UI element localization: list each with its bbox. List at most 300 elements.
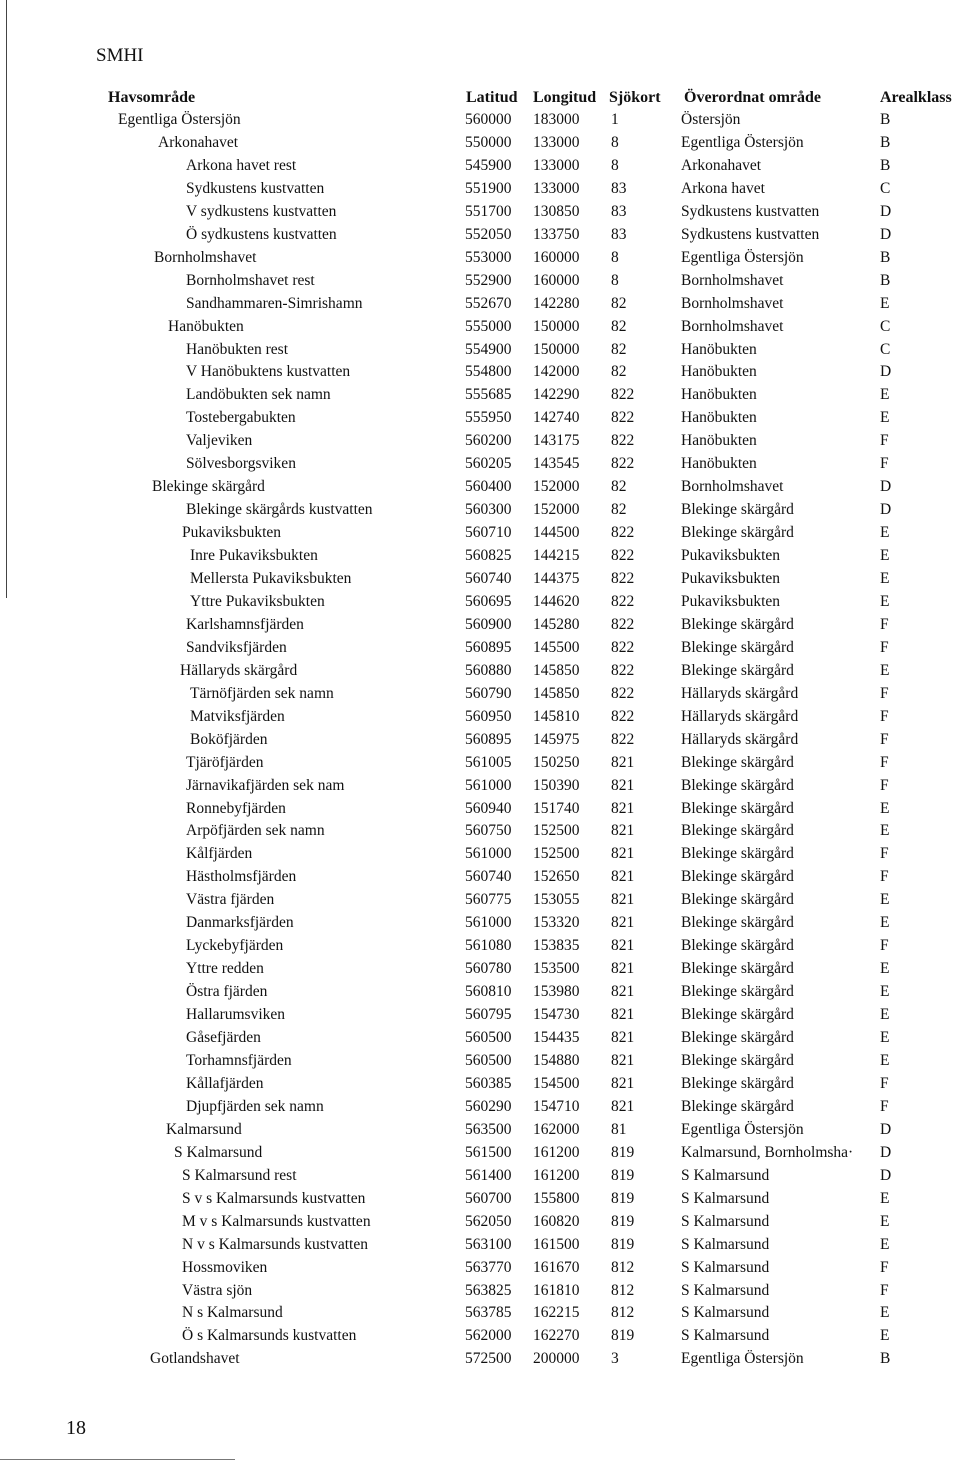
cell-parent-area: Sydkustens kustvatten — [681, 225, 820, 243]
column-header-parent-area: Överordnat område — [684, 89, 822, 106]
cell-chart-number: 82 — [611, 317, 627, 335]
cell-latitude: 563825 — [465, 1281, 512, 1299]
cell-latitude: 545900 — [465, 156, 512, 174]
cell-latitude: 562050 — [465, 1212, 512, 1230]
cell-chart-number: 822 — [611, 615, 635, 633]
cell-chart-number: 821 — [611, 937, 635, 955]
cell-area-class: E — [880, 983, 890, 1001]
cell-latitude: 560895 — [465, 638, 512, 656]
cell-latitude: 553000 — [465, 248, 512, 266]
cell-parent-area: Blekinge skärgård — [681, 661, 794, 679]
table-row — [0, 154, 960, 177]
cell-parent-area: Blekinge skärgård — [681, 1074, 794, 1092]
cell-longitude: 153320 — [533, 914, 580, 932]
cell-latitude: 560700 — [465, 1189, 512, 1207]
table-row — [0, 636, 960, 659]
cell-parent-area: Blekinge skärgård — [681, 1051, 794, 1069]
cell-latitude: 551700 — [465, 202, 512, 220]
table-row — [0, 1072, 960, 1095]
cell-latitude: 555685 — [465, 386, 512, 404]
cell-area-name: Torhamnsfjärden — [186, 1051, 292, 1069]
cell-longitude: 133000 — [533, 156, 580, 174]
table-row — [0, 177, 960, 200]
cell-area-name: S Kalmarsund rest — [182, 1166, 297, 1184]
cell-latitude: 562000 — [465, 1327, 512, 1345]
cell-area-class: B — [880, 271, 891, 289]
cell-area-name: Egentliga Östersjön — [118, 111, 241, 128]
cell-latitude: 560880 — [465, 661, 512, 679]
cell-area-name: Ö s Kalmarsunds kustvatten — [182, 1327, 357, 1345]
cell-area-class: E — [880, 570, 890, 587]
cell-parent-area: Bornholmshavet — [681, 271, 784, 289]
cell-area-class: F — [880, 707, 889, 725]
cell-parent-area: Pukaviksbukten — [681, 547, 781, 564]
cell-latitude: 560200 — [465, 432, 512, 450]
cell-longitude: 133750 — [533, 225, 580, 243]
cell-longitude: 162270 — [533, 1327, 580, 1345]
table-row — [0, 957, 960, 980]
cell-parent-area: Bornholmshavet — [681, 294, 784, 312]
cell-area-class: E — [880, 386, 890, 404]
cell-area-name: Sölvesborgsviken — [186, 455, 296, 473]
cell-chart-number: 819 — [611, 1189, 635, 1207]
cell-area-name: N s Kalmarsund — [182, 1304, 283, 1322]
cell-chart-number: 1 — [611, 111, 619, 128]
cell-latitude: 572500 — [465, 1350, 512, 1368]
cell-area-name: Bornholmshavet rest — [186, 271, 315, 289]
cell-area-class: D — [880, 1143, 892, 1161]
cell-latitude: 552050 — [465, 225, 512, 243]
cell-latitude: 552670 — [465, 294, 512, 312]
cell-area-class: E — [880, 960, 890, 978]
cell-latitude: 563770 — [465, 1258, 512, 1276]
cell-parent-area: Hanöbukten — [681, 386, 757, 404]
table-row — [0, 1049, 960, 1072]
cell-parent-area: Blekinge skärgård — [681, 799, 794, 817]
cell-latitude: 561005 — [465, 753, 512, 771]
table-row — [0, 1233, 960, 1256]
cell-latitude: 561000 — [465, 914, 512, 932]
table-row — [0, 108, 960, 131]
cell-latitude: 554900 — [465, 340, 512, 358]
cell-latitude: 563100 — [465, 1235, 512, 1253]
cell-area-name: Blekinge skärgård — [152, 478, 265, 496]
cell-area-class: E — [880, 1006, 890, 1023]
cell-area-name: Hanöbukten rest — [186, 340, 289, 358]
cell-area-class: E — [880, 891, 890, 909]
cell-chart-number: 812 — [611, 1281, 635, 1299]
cell-longitude: 150250 — [533, 753, 580, 771]
cell-area-name: Pukaviksbukten — [182, 524, 282, 542]
cell-latitude: 560780 — [465, 960, 512, 978]
cell-parent-area: Blekinge skärgård — [681, 638, 794, 656]
cell-latitude: 560300 — [465, 501, 512, 519]
table-row — [0, 544, 960, 567]
cell-parent-area: Blekinge skärgård — [681, 822, 794, 840]
cell-chart-number: 3 — [611, 1350, 619, 1368]
cell-chart-number: 812 — [611, 1304, 635, 1322]
cell-area-name: Tostebergabukten — [186, 409, 296, 427]
cell-area-class: F — [880, 937, 889, 955]
cell-chart-number: 8 — [611, 156, 619, 174]
cell-area-name: Karlshamnsfjärden — [186, 615, 304, 633]
cell-chart-number: 83 — [611, 225, 627, 243]
cell-chart-number: 819 — [611, 1212, 635, 1230]
cell-chart-number: 821 — [611, 891, 635, 909]
cell-latitude: 560895 — [465, 730, 512, 748]
cell-chart-number: 821 — [611, 1029, 635, 1046]
cell-area-name: Djupfjärden sek namn — [186, 1097, 324, 1115]
cell-area-class: D — [880, 225, 892, 243]
cell-area-class: D — [880, 363, 892, 381]
cell-latitude: 555950 — [465, 409, 512, 427]
cell-latitude: 560810 — [465, 983, 512, 1001]
cell-area-class: E — [880, 914, 890, 932]
cell-longitude: 153500 — [533, 960, 580, 978]
cell-parent-area: Blekinge skärgård — [681, 615, 794, 633]
cell-chart-number: 822 — [611, 593, 635, 610]
cell-area-name: Valjeviken — [186, 432, 253, 450]
column-header-area: Havsområde — [108, 89, 196, 106]
cell-area-class: B — [880, 133, 891, 151]
table-row — [0, 1164, 960, 1187]
cell-area-name: Matviksfjärden — [190, 707, 285, 725]
cell-parent-area: Blekinge skärgård — [681, 845, 794, 863]
cell-longitude: 144375 — [533, 570, 580, 587]
column-header-longitude: Longitud — [533, 89, 597, 106]
table-row — [0, 751, 960, 774]
cell-chart-number: 812 — [611, 1258, 635, 1276]
cell-area-class: E — [880, 1029, 890, 1046]
cell-area-name: Hallarumsviken — [186, 1006, 286, 1023]
cell-parent-area: S Kalmarsund — [681, 1212, 770, 1230]
table-row — [0, 1256, 960, 1279]
cell-area-class: C — [880, 317, 891, 335]
cell-area-class: D — [880, 202, 892, 220]
cell-chart-number: 821 — [611, 960, 635, 978]
cell-longitude: 153055 — [533, 891, 580, 909]
cell-longitude: 155800 — [533, 1189, 580, 1207]
cell-latitude: 561500 — [465, 1143, 512, 1161]
cell-parent-area: S Kalmarsund — [681, 1189, 770, 1207]
header-label: SMHI — [96, 45, 144, 66]
cell-area-name: N v s Kalmarsunds kustvatten — [182, 1235, 368, 1253]
cell-latitude: 560400 — [465, 478, 512, 496]
cell-area-class: E — [880, 294, 890, 312]
cell-longitude: 133000 — [533, 133, 580, 151]
table-row — [0, 429, 960, 452]
table-row — [0, 934, 960, 957]
cell-longitude: 200000 — [533, 1350, 580, 1368]
cell-longitude: 144215 — [533, 547, 580, 564]
table-row — [0, 865, 960, 888]
cell-area-name: Hanöbukten — [168, 317, 244, 335]
cell-parent-area: Hanöbukten — [681, 432, 757, 450]
cell-area-class: D — [880, 1120, 892, 1138]
cell-area-name: Kålfjärden — [186, 845, 253, 863]
cell-longitude: 142740 — [533, 409, 580, 427]
cell-chart-number: 821 — [611, 1097, 635, 1115]
cell-longitude: 154710 — [533, 1097, 580, 1115]
column-header-latitude: Latitud — [466, 89, 518, 106]
table-row — [0, 590, 960, 613]
cell-longitude: 162215 — [533, 1304, 580, 1322]
cell-parent-area: Arkonahavet — [681, 156, 762, 174]
cell-area-class: F — [880, 615, 889, 633]
cell-latitude: 560790 — [465, 684, 512, 702]
cell-latitude: 561000 — [465, 776, 512, 794]
table-row — [0, 498, 960, 521]
table-row — [0, 475, 960, 498]
table-row — [0, 131, 960, 154]
cell-chart-number: 819 — [611, 1235, 635, 1253]
cell-longitude: 142000 — [533, 363, 580, 381]
cell-area-name: Ö sydkustens kustvatten — [186, 225, 337, 243]
table-row — [0, 338, 960, 361]
table-row — [0, 1324, 960, 1347]
cell-area-name: Östra fjärden — [186, 983, 268, 1001]
cell-area-class: D — [880, 478, 892, 496]
cell-chart-number: 822 — [611, 547, 635, 564]
cell-longitude: 150000 — [533, 317, 580, 335]
cell-latitude: 561000 — [465, 845, 512, 863]
cell-area-class: E — [880, 1212, 890, 1230]
cell-parent-area: Blekinge skärgård — [681, 1006, 794, 1023]
cell-area-class: F — [880, 776, 889, 794]
cell-parent-area: Hanöbukten — [681, 455, 757, 473]
cell-parent-area: Egentliga Östersjön — [681, 133, 804, 151]
cell-parent-area: Blekinge skärgård — [681, 1029, 794, 1046]
cell-longitude: 153980 — [533, 983, 580, 1001]
table-row — [0, 613, 960, 636]
cell-longitude: 133000 — [533, 179, 580, 197]
cell-longitude: 143175 — [533, 432, 580, 450]
cell-chart-number: 822 — [611, 409, 635, 427]
cell-latitude: 555000 — [465, 317, 512, 335]
cell-area-name: Gotlandshavet — [150, 1350, 240, 1368]
cell-area-name: M v s Kalmarsunds kustvatten — [182, 1212, 371, 1230]
cell-area-name: Arpöfjärden sek namn — [186, 822, 325, 840]
cell-area-name: Bornholmshavet — [154, 248, 257, 266]
cell-longitude: 152650 — [533, 868, 580, 886]
cell-longitude: 152500 — [533, 845, 580, 863]
cell-area-name: Tärnöfjärden sek namn — [190, 684, 334, 702]
cell-area-class: E — [880, 524, 890, 542]
cell-chart-number: 821 — [611, 983, 635, 1001]
table-row — [0, 1347, 960, 1370]
cell-longitude: 144500 — [533, 524, 580, 542]
cell-chart-number: 821 — [611, 868, 635, 886]
cell-latitude: 560695 — [465, 593, 512, 610]
cell-parent-area: S Kalmarsund — [681, 1304, 770, 1322]
table-row — [0, 360, 960, 383]
cell-parent-area: Blekinge skärgård — [681, 753, 794, 771]
cell-area-name: Kalmarsund — [166, 1120, 242, 1138]
table-row — [0, 1095, 960, 1118]
cell-area-name: Västra sjön — [182, 1281, 253, 1299]
table-row — [0, 705, 960, 728]
table-row — [0, 315, 960, 338]
cell-parent-area: Bornholmshavet — [681, 478, 784, 496]
page-number: 18 — [66, 1417, 86, 1439]
cell-latitude: 560750 — [465, 822, 512, 840]
table-row — [0, 1118, 960, 1141]
cell-latitude: 560950 — [465, 707, 512, 725]
cell-longitude: 145850 — [533, 684, 580, 702]
cell-longitude: 154500 — [533, 1074, 580, 1092]
cell-latitude: 560795 — [465, 1006, 512, 1023]
table-row — [0, 246, 960, 269]
cell-area-class: C — [880, 179, 891, 197]
cell-area-class: E — [880, 1304, 890, 1322]
cell-area-name: Mellersta Pukaviksbukten — [190, 570, 352, 587]
table-row — [0, 659, 960, 682]
cell-area-class: F — [880, 1074, 889, 1092]
cell-longitude: 154730 — [533, 1006, 580, 1023]
cell-area-name: V Hanöbuktens kustvatten — [186, 363, 351, 381]
cell-longitude: 160820 — [533, 1212, 580, 1230]
cell-chart-number: 8 — [611, 133, 619, 151]
cell-area-name: Hossmoviken — [182, 1258, 268, 1276]
cell-chart-number: 819 — [611, 1327, 635, 1345]
cell-area-name: Arkona havet rest — [186, 156, 297, 174]
cell-longitude: 161810 — [533, 1281, 580, 1299]
cell-area-class: C — [880, 340, 891, 358]
cell-area-name: Landöbukten sek namn — [186, 386, 331, 404]
cell-area-class: E — [880, 547, 890, 564]
table-row — [0, 980, 960, 1003]
cell-chart-number: 822 — [611, 661, 635, 679]
table-row — [0, 292, 960, 315]
table-row — [0, 911, 960, 934]
cell-parent-area: Egentliga Östersjön — [681, 248, 804, 266]
column-header-area-class: Arealklass — [880, 89, 952, 106]
table-row — [0, 1210, 960, 1233]
cell-longitude: 130850 — [533, 202, 580, 220]
cell-chart-number: 822 — [611, 432, 635, 450]
cell-longitude: 151740 — [533, 799, 580, 817]
cell-longitude: 152500 — [533, 822, 580, 840]
cell-latitude: 551900 — [465, 179, 512, 197]
cell-latitude: 560740 — [465, 570, 512, 587]
cell-area-name: Gåsefjärden — [186, 1029, 261, 1046]
cell-area-name: Lyckebyfjärden — [186, 937, 284, 955]
cell-chart-number: 81 — [611, 1120, 627, 1138]
cell-longitude: 145500 — [533, 638, 580, 656]
cell-area-name: Sandhammaren-Simrishamn — [186, 294, 363, 312]
cell-longitude: 154435 — [533, 1029, 580, 1046]
cell-area-class: F — [880, 845, 889, 863]
cell-latitude: 561400 — [465, 1166, 512, 1184]
table-row — [0, 1003, 960, 1026]
cell-chart-number: 821 — [611, 753, 635, 771]
cell-longitude: 152000 — [533, 501, 580, 519]
cell-chart-number: 82 — [611, 294, 627, 312]
cell-latitude: 560940 — [465, 799, 512, 817]
cell-longitude: 145850 — [533, 661, 580, 679]
table-row — [0, 797, 960, 820]
cell-area-class: F — [880, 753, 889, 771]
cell-chart-number: 819 — [611, 1143, 635, 1161]
cell-latitude: 560000 — [465, 111, 512, 128]
cell-area-class: B — [880, 248, 891, 266]
cell-area-name: Ronnebyfjärden — [186, 799, 286, 817]
table-row — [0, 774, 960, 797]
cell-area-name: Yttre redden — [186, 960, 264, 978]
cell-area-name: Boköfjärden — [190, 730, 268, 748]
cell-chart-number: 821 — [611, 822, 635, 840]
cell-area-name: Arkonahavet — [158, 133, 239, 151]
cell-chart-number: 83 — [611, 202, 627, 220]
cell-parent-area: S Kalmarsund — [681, 1235, 770, 1253]
cell-longitude: 145975 — [533, 730, 580, 748]
cell-latitude: 563785 — [465, 1304, 512, 1322]
cell-area-class: F — [880, 638, 889, 656]
cell-parent-area: Arkona havet — [681, 179, 765, 197]
cell-chart-number: 82 — [611, 478, 627, 496]
cell-longitude: 160000 — [533, 248, 580, 266]
table-row — [0, 521, 960, 544]
table-row — [0, 888, 960, 911]
cell-area-name: Blekinge skärgårds kustvatten — [186, 501, 373, 519]
cell-latitude: 560500 — [465, 1029, 512, 1046]
cell-latitude: 560775 — [465, 891, 512, 909]
cell-longitude: 161500 — [533, 1235, 580, 1253]
cell-area-class: E — [880, 822, 890, 840]
cell-parent-area: Blekinge skärgård — [681, 1097, 794, 1115]
cell-parent-area: Blekinge skärgård — [681, 960, 794, 978]
cell-longitude: 161200 — [533, 1166, 580, 1184]
cell-chart-number: 82 — [611, 363, 627, 381]
table-row — [0, 269, 960, 292]
table-row — [0, 200, 960, 223]
cell-chart-number: 821 — [611, 845, 635, 863]
cell-chart-number: 822 — [611, 455, 635, 473]
table-row — [0, 1026, 960, 1049]
cell-chart-number: 821 — [611, 776, 635, 794]
cell-chart-number: 821 — [611, 914, 635, 932]
cell-area-class: E — [880, 593, 890, 610]
cell-longitude: 154880 — [533, 1051, 580, 1069]
cell-area-name: V sydkustens kustvatten — [186, 202, 337, 220]
cell-parent-area: Östersjön — [681, 111, 741, 128]
cell-parent-area: Blekinge skärgård — [681, 501, 794, 519]
cell-area-class: E — [880, 1235, 890, 1253]
cell-parent-area: Blekinge skärgård — [681, 524, 794, 542]
cell-area-name: Västra fjärden — [186, 891, 275, 909]
table-row — [0, 1141, 960, 1164]
cell-area-name: Yttre Pukaviksbukten — [190, 593, 325, 610]
cell-chart-number: 822 — [611, 524, 635, 542]
cell-parent-area: Blekinge skärgård — [681, 937, 794, 955]
cell-latitude: 560900 — [465, 615, 512, 633]
footer-rule — [0, 1459, 235, 1460]
cell-longitude: 162000 — [533, 1120, 580, 1138]
cell-area-name: Sandviksfjärden — [186, 638, 287, 656]
cell-latitude: 560500 — [465, 1051, 512, 1069]
cell-area-class: E — [880, 1189, 890, 1207]
cell-latitude: 554800 — [465, 363, 512, 381]
cell-area-class: F — [880, 684, 889, 702]
cell-area-class: E — [880, 799, 890, 817]
cell-parent-area: Blekinge skärgård — [681, 891, 794, 909]
cell-longitude: 143545 — [533, 455, 580, 473]
cell-longitude: 153835 — [533, 937, 580, 955]
cell-longitude: 142290 — [533, 386, 580, 404]
cell-longitude: 161670 — [533, 1258, 580, 1276]
cell-area-class: D — [880, 501, 892, 519]
cell-area-class: F — [880, 455, 889, 473]
